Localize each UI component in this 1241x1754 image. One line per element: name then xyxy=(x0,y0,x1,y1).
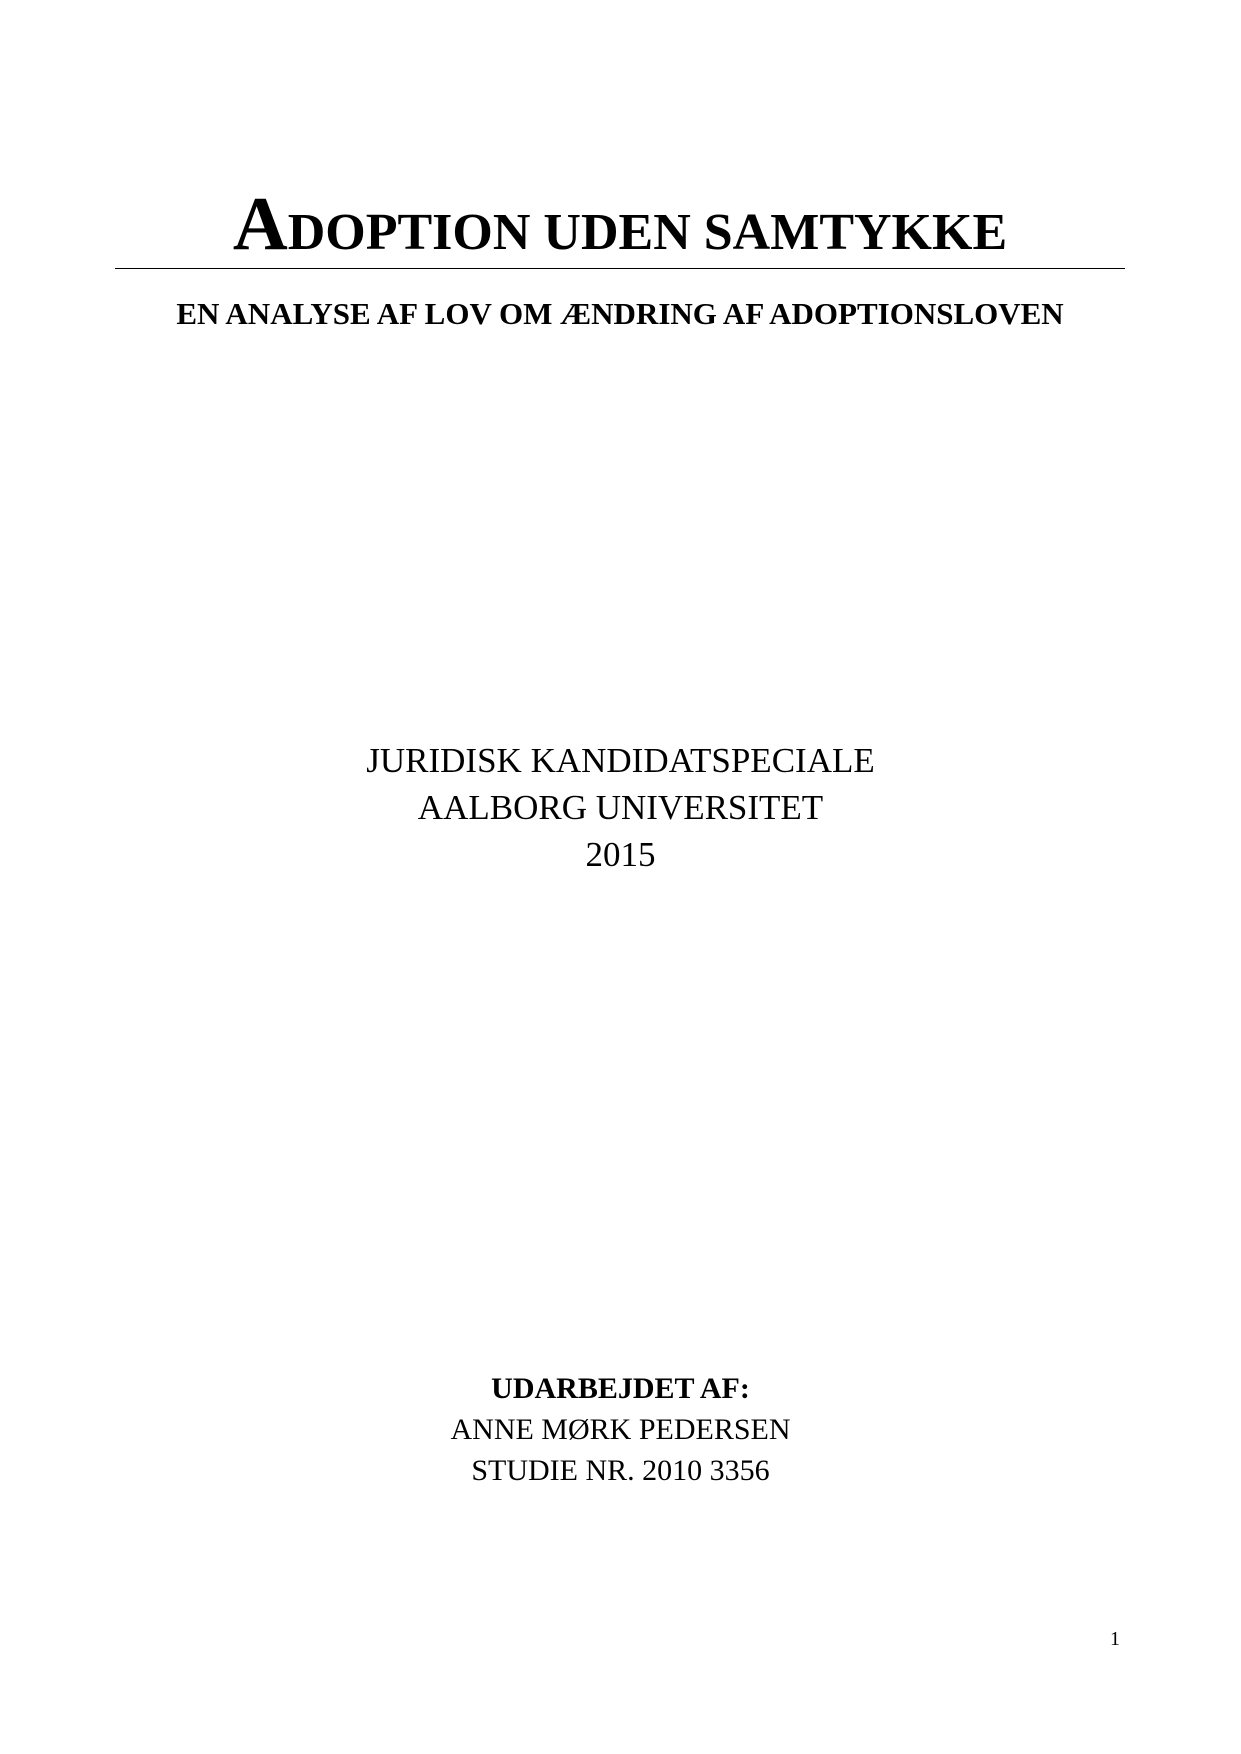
title-divider xyxy=(115,268,1125,269)
university-name: AALBORG UNIVERSITET xyxy=(417,788,824,827)
document-subtitle: EN ANALYSE AF LOV OM ÆNDRING AF ADOPTIONSLOVEN xyxy=(176,296,1064,331)
thesis-type: JURIDISK KANDIDATSPECIALE xyxy=(366,741,875,780)
student-number: STUDIE NR. 2010 3356 xyxy=(471,1454,770,1487)
document-title xyxy=(115,182,1125,271)
author-info xyxy=(0,1368,1241,1491)
page-number: 1 xyxy=(1110,1628,1120,1650)
thesis-info xyxy=(0,737,1241,878)
title-small-caps: DOPTION UDEN SAMTYKKE xyxy=(287,204,1008,261)
author-heading: UDARBEJDET AF: xyxy=(491,1372,750,1405)
author-name: ANNE MØRK PEDERSEN xyxy=(450,1413,791,1446)
thesis-year: 2015 xyxy=(585,835,656,874)
title-initial: A xyxy=(232,182,288,266)
